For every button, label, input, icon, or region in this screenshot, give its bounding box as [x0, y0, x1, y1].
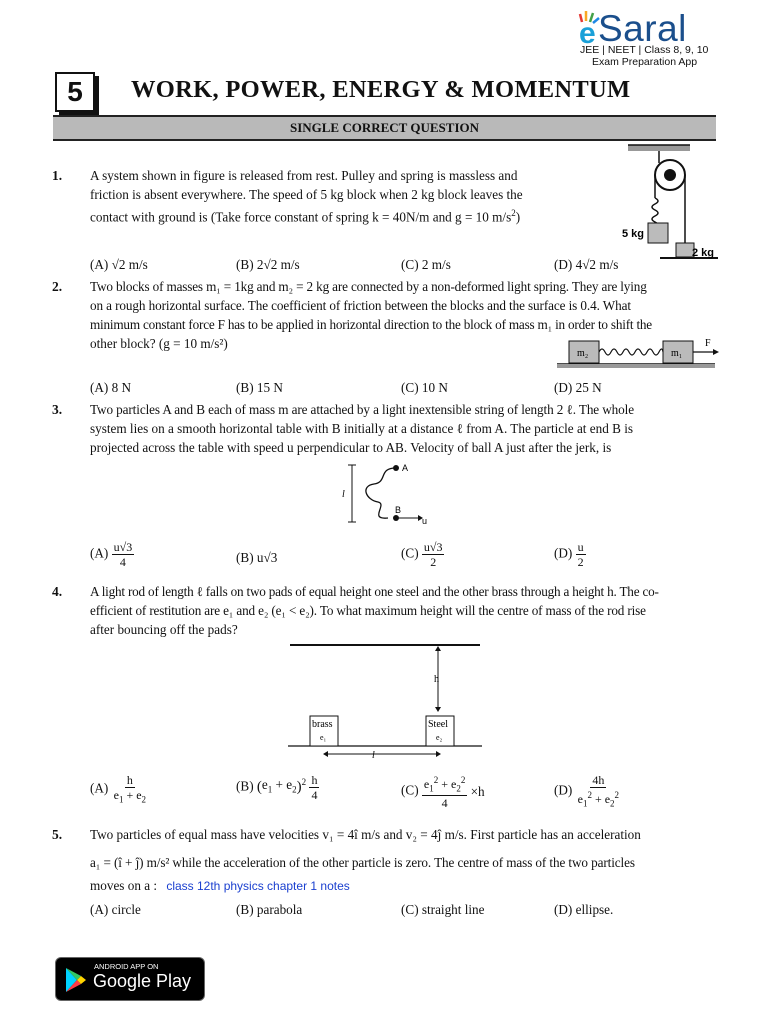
- figure-label: A: [402, 463, 409, 473]
- question-text: Two particles of equal mass have velocities v₁ = 4î m/s and v₂ = 4ĵ m/s. First particle has an acceleration: [90, 827, 641, 842]
- notes-link[interactable]: class 12th physics chapter 1 notes: [166, 879, 350, 893]
- brand-e: e: [579, 17, 596, 50]
- brand-tagline-1: JEE | NEET | Class 8, 9, 10: [580, 44, 709, 56]
- question-number: 4.: [52, 584, 63, 599]
- question-text: Two particles A and B each of mass m are attached by a light inextensible string of length 2 ℓ. The whole: [90, 402, 634, 417]
- figure-spring-blocks: [555, 335, 720, 371]
- question-text: efficient of restitution are e₁ and e₂ (e₁ < e₂). To what maximum height will the centre of mass of the rod rise: [90, 603, 646, 618]
- question-text: moves on a : class 12th physics chapter 1 notes: [90, 878, 350, 893]
- question-text: contact with ground is (Take force constant of spring k = 40N/m and g = 10 $m/s^2$): [90, 208, 521, 225]
- chapter-title: WORK, POWER, ENERGY & MOMENTUM: [131, 76, 631, 103]
- option-a[interactable]: (A) circle: [90, 902, 141, 917]
- section-bar: [53, 115, 716, 141]
- option-a[interactable]: (A) √2 m/s: [90, 257, 148, 272]
- option-b[interactable]: (B) 2√2 m/s: [236, 257, 300, 272]
- question-text: A light rod of length ℓ falls on two pads of equal height one steel and the other brass through a height h. The co-: [90, 584, 659, 599]
- question-text: on a rough horizontal surface. The coefficient of friction between the blocks and the surface is 0.4. What: [90, 298, 631, 313]
- question-number: 2.: [52, 279, 63, 294]
- figure-label: Steel: [428, 719, 448, 730]
- option-d[interactable]: (D) 25 N: [554, 380, 602, 395]
- figure-label: m₂: [577, 348, 589, 359]
- badge-main-text: Google Play: [93, 971, 192, 991]
- question-text: after bouncing off the pads?: [90, 622, 238, 637]
- figure-label: B: [395, 505, 402, 515]
- brand-logo: [576, 6, 716, 70]
- option-b[interactable]: (B) u√3: [236, 550, 278, 565]
- option-c[interactable]: (C) $\frac{e_1^2 + e_2^2}{4}$ ×h: [401, 775, 485, 811]
- option-c[interactable]: (C) 10 N: [401, 380, 448, 395]
- option-a[interactable]: (A) 8 N: [90, 380, 132, 395]
- figure-pulley-spring: [620, 143, 720, 261]
- option-b[interactable]: (B) 15 N: [236, 380, 283, 395]
- figure-rod-pads: [286, 640, 486, 768]
- chapter-number: 5: [67, 76, 83, 107]
- option-d[interactable]: (D) $\frac{u}{2}$: [554, 540, 584, 569]
- option-b[interactable]: (B) parabola: [236, 902, 303, 917]
- option-c[interactable]: (C) 2 m/s: [401, 257, 451, 272]
- option-d[interactable]: (D) $\frac{4h}{e_1^2 + e_2^2}$: [554, 773, 620, 809]
- brand-tagline-2: Exam Preparation App: [592, 56, 698, 68]
- question-number: 1.: [52, 168, 63, 183]
- figure-string-particles: [338, 462, 438, 526]
- figure-label: l: [342, 489, 345, 500]
- figure-label: e₁: [320, 733, 327, 742]
- brand-name: Saral: [598, 8, 687, 49]
- figure-label: 2 kg: [692, 247, 715, 259]
- option-d[interactable]: (D) 4√2 m/s: [554, 257, 619, 272]
- figure-label: u: [422, 516, 428, 526]
- question-text: projected across the table with speed u perpendicular to AB. Velocity of ball A just after the jerk, is: [90, 440, 612, 455]
- play-store-icon: [64, 967, 88, 993]
- figure-label: l: [372, 750, 375, 761]
- question-number: 5.: [52, 827, 63, 842]
- chapter-number-box: [55, 72, 95, 112]
- option-c[interactable]: (C) straight line: [401, 902, 485, 917]
- figure-label: e₂: [436, 733, 443, 742]
- figure-label: 5 kg: [622, 228, 645, 240]
- option-c[interactable]: (C) $\frac{u√3}{2}$: [401, 540, 443, 569]
- option-a[interactable]: (A) $\frac{u√3}{4}$: [90, 540, 133, 569]
- option-d[interactable]: (D) ellipse.: [554, 902, 614, 917]
- google-play-badge[interactable]: [55, 957, 205, 1001]
- section-title: SINGLE CORRECT QUESTION: [289, 120, 480, 135]
- figure-label: m₁: [671, 348, 683, 359]
- badge-top-text: ANDROID APP ON: [94, 962, 159, 971]
- question-text: system lies on a smooth horizontal table with B initially at a distance ℓ from A. The particle at end B is: [90, 421, 633, 436]
- question-text: other block? (g = 10 m/s²): [90, 336, 228, 351]
- figure-label: brass: [312, 719, 333, 730]
- question-text: A system shown in figure is released from rest. Pulley and spring is massless and: [90, 168, 518, 183]
- question-text: a₁ = (î + ĵ) m/s² while the acceleration of the other particle is zero. The centre of mass of the two particles: [90, 855, 635, 870]
- question-text: Two blocks of masses m₁ = 1kg and m₂ = 2 kg are connected by a non-deformed light spring. They are lying: [90, 279, 647, 294]
- figure-label: F: [705, 338, 711, 349]
- figure-label: h: [434, 674, 439, 685]
- option-b[interactable]: (B) $(e_1 + e_2)^2$ $\frac{h}{4}$: [236, 773, 318, 802]
- question-text: friction is absent everywhere. The speed of 5 kg block when 2 kg block leaves the: [90, 187, 523, 202]
- question-text: minimum constant force F has to be applied in horizontal direction to the block of mass m₁ in order to shift the: [90, 317, 652, 332]
- option-a[interactable]: (A) $\frac{h}{e_1 + e_2}$: [90, 773, 147, 805]
- question-number: 3.: [52, 402, 63, 417]
